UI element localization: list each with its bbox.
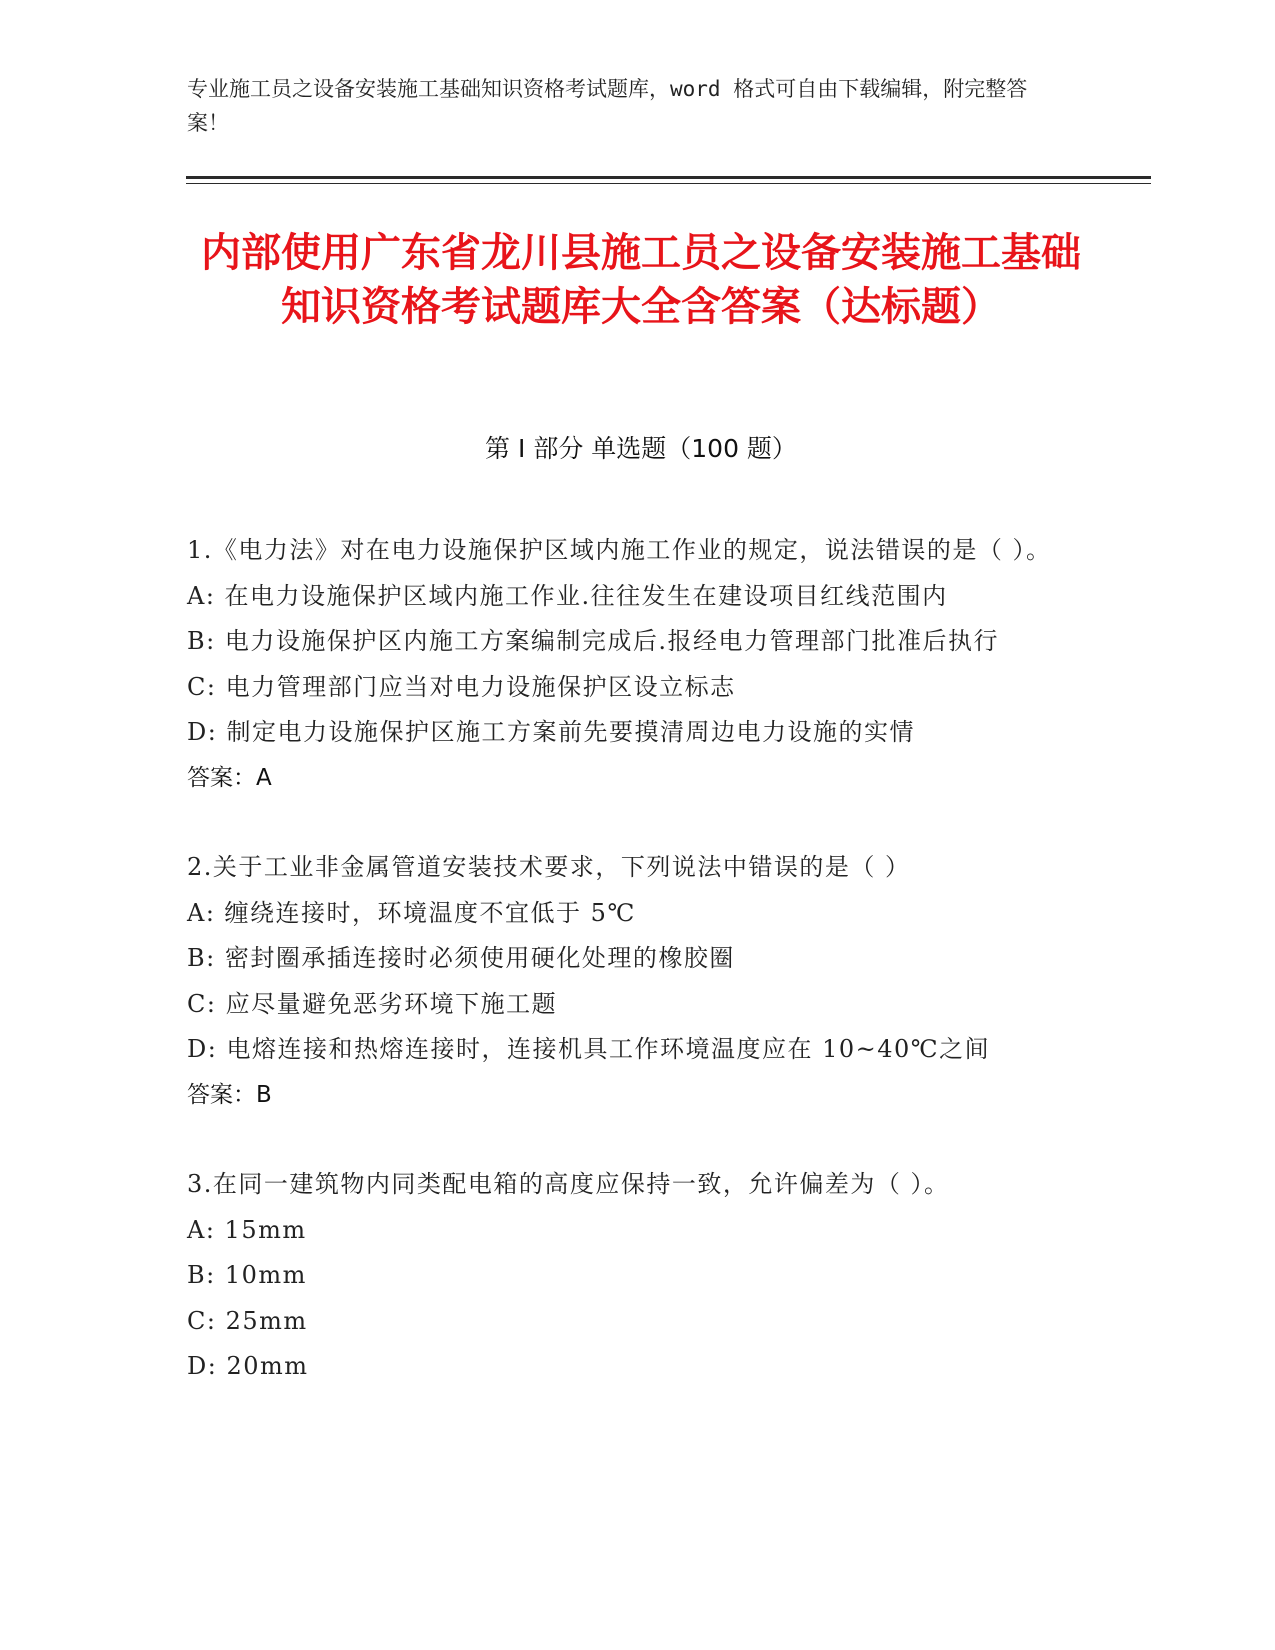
option-a: A: 在电力设施保护区域内施工作业.往往发生在建设项目红线范围内 xyxy=(187,581,948,610)
option-c: C: 电力管理部门应当对电力设施保护区设立标志 xyxy=(187,672,736,701)
option-b: B: 密封圈承插连接时必须使用硬化处理的橡胶圈 xyxy=(187,944,735,972)
question-2 xyxy=(187,845,1087,1118)
question-list xyxy=(187,528,1087,1390)
header-note: 专业施工员之设备安装施工基础知识资格考试题库，word 格式可自由下载编辑，附完整答案！ xyxy=(187,77,1028,135)
option-b: B: 电力设施保护区内施工方案编制完成后.报经电力管理部门批准后执行 xyxy=(187,627,999,655)
document-title: 内部使用广东省龙川县施工员之设备安装施工基础知识资格考试题库大全含答案（达标题） xyxy=(201,230,1081,330)
option-c: C: 25mm xyxy=(187,1306,308,1335)
option-d: D: 制定电力设施保护区施工方案前先要摸清周边电力设施的实情 xyxy=(187,718,915,746)
answer: 答案：A xyxy=(187,764,272,791)
option-d: D: 20mm xyxy=(187,1352,309,1380)
question-3 xyxy=(187,1162,1087,1390)
option-b: B: 10mm xyxy=(187,1261,307,1289)
question-stem: 2.关于工业非金属管道安装技术要求，下列说法中错误的是（ ） xyxy=(187,853,911,881)
option-d: D: 电熔连接和热熔连接时，连接机具工作环境温度应在 10~40℃之间 xyxy=(187,1035,991,1063)
option-c: C: 应尽量避免恶劣环境下施工题 xyxy=(187,989,558,1018)
option-a: A: 15mm xyxy=(187,1215,307,1244)
option-a: A: 缠绕连接时，环境温度不宜低于 5℃ xyxy=(187,898,636,927)
question-stem: 1.《电力法》对在电力设施保护区域内施工作业的规定，说法错误的是（ ）。 xyxy=(187,536,1052,564)
header-divider-thick xyxy=(186,176,1151,179)
section-title: 第 I 部分 单选题（100 题） xyxy=(485,434,797,463)
answer: 答案：B xyxy=(187,1081,272,1108)
question-stem: 3.在同一建筑物内同类配电箱的高度应保持一致，允许偏差为（ ）。 xyxy=(187,1170,950,1198)
header-divider-thin xyxy=(186,183,1151,184)
question-1 xyxy=(187,528,1087,801)
